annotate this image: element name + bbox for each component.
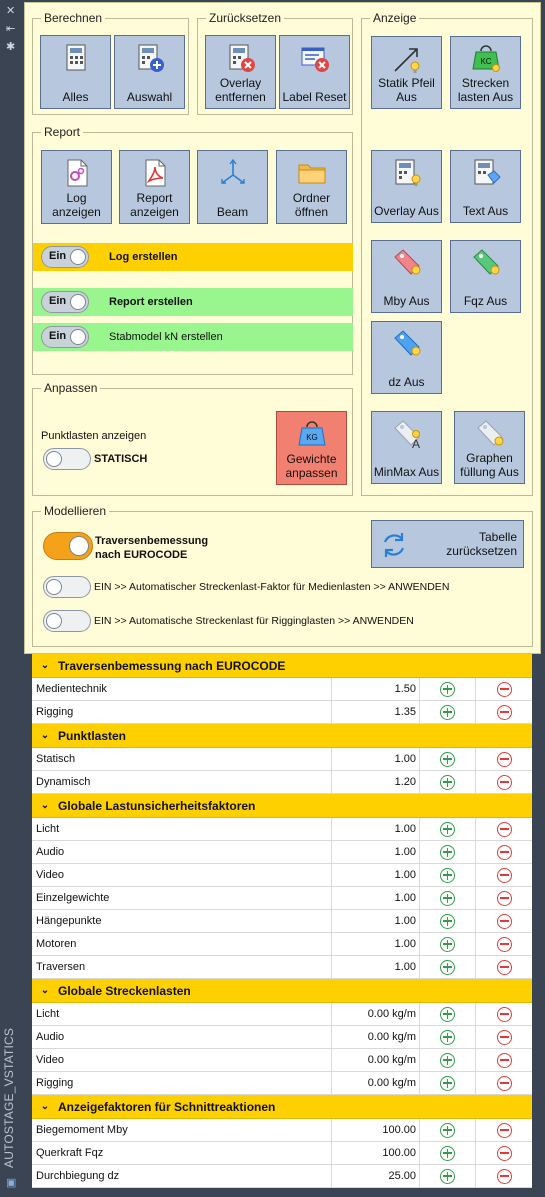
log-file-icon — [61, 157, 93, 189]
toggle-knob — [69, 536, 89, 556]
table-row — [32, 1165, 532, 1188]
increase-button[interactable] — [420, 1165, 476, 1187]
minus-circle-icon — [497, 822, 512, 837]
minus-circle-icon — [497, 845, 512, 860]
group-modellieren — [32, 504, 533, 647]
button-label: Strecken lasten Aus — [457, 76, 514, 104]
group-zuruecksetzen — [197, 11, 353, 115]
group-anpassen — [32, 381, 353, 496]
increase-button[interactable] — [420, 771, 476, 793]
row-name: Dynamisch — [32, 771, 332, 793]
stabmodel-create-toggle[interactable] — [41, 326, 89, 348]
plus-circle-icon — [440, 682, 455, 697]
increase-button[interactable] — [420, 1142, 476, 1164]
weight-kg-icon — [296, 418, 328, 450]
toggle-knob — [70, 294, 86, 310]
button-label: Overlay Aus — [374, 204, 439, 218]
beam-button[interactable] — [197, 150, 268, 224]
row-name: Hängepunkte — [32, 910, 332, 932]
button-label: Tabelle zurücksetzen — [446, 530, 517, 558]
table-row — [32, 933, 532, 956]
row-value[interactable]: 1.00 — [332, 956, 420, 978]
report-create-toggle[interactable] — [41, 291, 89, 313]
row-name: Traversen — [32, 956, 332, 978]
row-name: Audio — [32, 841, 332, 863]
group-title: Berechnen — [41, 11, 105, 25]
plus-circle-icon — [440, 1123, 455, 1138]
punktlasten-mode-label: STATISCH — [94, 453, 148, 465]
calculator-icon — [60, 42, 92, 74]
svg-text:KC: KC — [479, 57, 492, 66]
minus-circle-icon — [497, 1146, 512, 1161]
increase-button[interactable] — [420, 910, 476, 932]
factor-table — [32, 654, 532, 1188]
group-title: Anzeige — [370, 11, 419, 25]
graph-fill-toggle-button[interactable] — [454, 411, 525, 484]
distributed-loads-toggle-button[interactable] — [450, 36, 521, 109]
tag-blue-icon — [391, 328, 423, 360]
tag-minmax-icon — [391, 418, 423, 450]
row-name: Motoren — [32, 933, 332, 955]
toggle-state: Ein — [49, 330, 67, 342]
increase-button[interactable] — [420, 678, 476, 700]
main-panel — [24, 2, 541, 1194]
label-reset-button[interactable] — [279, 35, 350, 109]
increase-button[interactable] — [420, 1049, 476, 1071]
decrease-button[interactable] — [476, 1049, 532, 1071]
close-icon[interactable]: ✕ — [6, 5, 16, 17]
row-name: Querkraft Fqz — [32, 1142, 332, 1164]
plus-circle-icon — [440, 1007, 455, 1022]
button-label: Gewichte anpassen — [285, 452, 338, 480]
chevron-down-icon[interactable]: ⌄ — [40, 800, 50, 811]
increase-button[interactable] — [420, 701, 476, 723]
plus-circle-icon — [440, 845, 455, 860]
weight-icon-text: KG — [305, 433, 318, 442]
punktlasten-label: Punktlasten anzeigen — [41, 430, 147, 442]
table-section-header[interactable] — [32, 1095, 532, 1119]
table-row — [32, 864, 532, 887]
increase-button[interactable] — [420, 956, 476, 978]
table-row — [32, 841, 532, 864]
log-show-button[interactable] — [41, 150, 112, 224]
plus-circle-icon — [440, 1030, 455, 1045]
minus-circle-icon — [497, 705, 512, 720]
rigging-load-label: EIN >> Automatische Streckenlast für Rigginglasten >> ANWENDEN — [94, 615, 414, 627]
row-name: Rigging — [32, 701, 332, 723]
report-show-button[interactable] — [119, 150, 190, 224]
plus-circle-icon — [440, 752, 455, 767]
row-value[interactable]: 1.00 — [332, 933, 420, 955]
log-create-label: Log erstellen — [109, 251, 178, 263]
calculator-plus-icon — [134, 42, 166, 74]
row-value[interactable]: 1.00 — [332, 887, 420, 909]
plus-circle-icon — [440, 1053, 455, 1068]
group-anzeige — [361, 11, 533, 496]
button-label: Report anzeigen — [130, 191, 179, 219]
decrease-button[interactable] — [476, 1165, 532, 1187]
row-name: Einzelgewichte — [32, 887, 332, 909]
table-section-header[interactable] — [32, 794, 532, 818]
minus-circle-icon — [497, 752, 512, 767]
minus-circle-icon — [497, 682, 512, 697]
table-row — [32, 1026, 532, 1049]
row-name: Statisch — [32, 748, 332, 770]
log-create-toggle[interactable] — [41, 246, 89, 268]
refresh-icon — [378, 529, 410, 561]
row-name: Licht — [32, 1003, 332, 1025]
decrease-button[interactable] — [476, 1119, 532, 1141]
static-arrow-toggle-button[interactable] — [371, 36, 442, 109]
row-value[interactable]: 100.00 — [332, 1142, 420, 1164]
button-label: dz Aus — [388, 375, 425, 389]
button-label: Mby Aus — [383, 294, 430, 308]
button-label: Text Aus — [462, 204, 509, 218]
row-name: Biegemoment Mby — [32, 1119, 332, 1141]
minus-circle-icon — [497, 1007, 512, 1022]
group-title: Zurücksetzen — [206, 11, 284, 25]
label-remove-icon — [299, 42, 331, 74]
collapse-icon[interactable]: ⇤ — [6, 23, 16, 35]
decrease-button[interactable] — [476, 818, 532, 840]
minus-circle-icon — [497, 914, 512, 929]
axes-icon — [217, 157, 249, 189]
button-label: Beam — [216, 205, 249, 219]
group-title: Modellieren — [41, 504, 109, 518]
row-name: Durchbiegung dz — [32, 1165, 332, 1187]
table-row — [32, 678, 532, 701]
group-berechnen — [32, 11, 189, 115]
table-row — [32, 748, 532, 771]
plus-circle-icon — [440, 891, 455, 906]
decrease-button[interactable] — [476, 841, 532, 863]
table-row — [32, 887, 532, 910]
section-title: Punktlasten — [58, 728, 127, 743]
decrease-button[interactable] — [476, 1072, 532, 1094]
decrease-button[interactable] — [476, 1142, 532, 1164]
section-title: Anzeigefaktoren für Schnittreaktionen — [58, 1099, 276, 1114]
plus-circle-icon — [440, 960, 455, 975]
table-row — [32, 1049, 532, 1072]
table-row — [32, 701, 532, 724]
calculator-bulb-icon — [391, 157, 423, 189]
button-label: Ordner öffnen — [292, 191, 331, 219]
fqz-toggle-button[interactable] — [450, 240, 521, 313]
section-title: Globale Lastunsicherheitsfaktoren — [58, 798, 256, 813]
table-row — [32, 956, 532, 979]
eurocode-label: Traversenbemessung nach EUROCODE — [95, 535, 209, 561]
row-value[interactable]: 1.20 — [332, 771, 420, 793]
increase-button[interactable] — [420, 1119, 476, 1141]
table-row — [32, 771, 532, 794]
toggle-knob — [70, 329, 86, 345]
chevron-down-icon[interactable]: ⌄ — [40, 730, 50, 741]
decrease-button[interactable] — [476, 771, 532, 793]
media-load-factor-label: EIN >> Automatischer Streckenlast-Faktor für Medienlasten >> ANWENDEN — [94, 581, 450, 593]
decrease-button[interactable] — [476, 748, 532, 770]
log-create-row — [33, 243, 353, 271]
calc-all-button[interactable] — [40, 35, 111, 109]
minus-circle-icon — [497, 1169, 512, 1184]
punktlasten-toggle[interactable] — [43, 448, 91, 470]
folder-icon — [296, 157, 328, 189]
table-row — [32, 818, 532, 841]
toggle-knob — [46, 579, 62, 595]
minus-circle-icon — [497, 960, 512, 975]
section-title: Globale Streckenlasten — [58, 983, 191, 998]
decrease-button[interactable] — [476, 887, 532, 909]
calculator-tag-icon — [470, 157, 502, 189]
toggle-knob — [70, 249, 86, 265]
toggle-state: Ein — [49, 295, 67, 307]
row-value[interactable]: 1.50 — [332, 678, 420, 700]
row-value[interactable]: 1.00 — [332, 748, 420, 770]
media-load-factor-toggle[interactable] — [43, 576, 91, 598]
tag-green-icon — [470, 247, 502, 279]
row-value[interactable]: 1.35 — [332, 701, 420, 723]
increase-button[interactable] — [420, 887, 476, 909]
row-name: Video — [32, 864, 332, 886]
increase-button[interactable] — [420, 1003, 476, 1025]
table-section-header[interactable] — [32, 724, 532, 748]
chevron-down-icon[interactable]: ⌄ — [40, 985, 50, 996]
row-value[interactable]: 100.00 — [332, 1119, 420, 1141]
overlay-toggle-button[interactable] — [371, 150, 442, 223]
button-label: MinMax Aus — [373, 465, 440, 479]
increase-button[interactable] — [420, 818, 476, 840]
row-value[interactable]: 1.00 — [332, 864, 420, 886]
stabmodel-create-label: Stabmodel kN erstellen — [109, 331, 223, 343]
decrease-button[interactable] — [476, 1026, 532, 1048]
weight-kc-icon — [470, 43, 502, 75]
row-name: Medientechnik — [32, 678, 332, 700]
calc-selection-button[interactable] — [114, 35, 185, 109]
tag-red-icon — [391, 247, 423, 279]
section-title: Traversenbemessung nach EUROCODE — [58, 658, 286, 673]
table-row — [32, 1142, 532, 1165]
plus-circle-icon — [440, 1169, 455, 1184]
overlay-remove-button[interactable] — [205, 35, 276, 109]
plus-circle-icon — [440, 775, 455, 790]
minus-circle-icon — [497, 1053, 512, 1068]
decrease-button[interactable] — [476, 1003, 532, 1025]
settings-icon[interactable]: ✱ — [6, 41, 16, 53]
table-section-header[interactable] — [32, 654, 532, 678]
row-name: Audio — [32, 1026, 332, 1048]
chevron-down-icon[interactable]: ⌄ — [40, 660, 50, 671]
minus-circle-icon — [497, 775, 512, 790]
controls-area — [24, 2, 541, 654]
palette-strip — [0, 0, 24, 1197]
arrow-bulb-icon — [391, 43, 423, 75]
row-value[interactable]: 25.00 — [332, 1165, 420, 1187]
decrease-button[interactable] — [476, 678, 532, 700]
toggle-knob — [46, 451, 62, 467]
decrease-button[interactable] — [476, 910, 532, 932]
minmax-toggle-button[interactable] — [371, 411, 442, 484]
minus-circle-icon — [497, 1076, 512, 1091]
increase-button[interactable] — [420, 1026, 476, 1048]
increase-button[interactable] — [420, 1072, 476, 1094]
button-label: Graphen füllung Aus — [460, 451, 519, 479]
button-label: Fqz Aus — [463, 294, 508, 308]
minus-circle-icon — [497, 1123, 512, 1138]
plus-circle-icon — [440, 822, 455, 837]
minus-circle-icon — [497, 891, 512, 906]
increase-button[interactable] — [420, 864, 476, 886]
increase-button[interactable] — [420, 841, 476, 863]
minus-circle-icon — [497, 868, 512, 883]
row-name: Rigging — [32, 1072, 332, 1094]
row-value[interactable]: 1.00 — [332, 818, 420, 840]
text-toggle-button[interactable] — [450, 150, 521, 223]
svg-text:A: A — [411, 437, 420, 450]
row-value[interactable]: 1.00 — [332, 841, 420, 863]
plus-circle-icon — [440, 868, 455, 883]
report-create-row — [33, 288, 353, 316]
decrease-button[interactable] — [476, 864, 532, 886]
row-value[interactable]: 0.00 kg/m — [332, 1049, 420, 1071]
button-label: Statik Pfeil Aus — [378, 76, 435, 104]
plus-circle-icon — [440, 914, 455, 929]
plus-circle-icon — [440, 1076, 455, 1091]
group-title: Report — [41, 125, 83, 139]
table-section-header[interactable] — [32, 979, 532, 1003]
plus-circle-icon — [440, 937, 455, 952]
table-row — [32, 910, 532, 933]
button-label: Alles — [62, 90, 89, 104]
tag-graph-icon — [474, 418, 506, 450]
toggle-state: Ein — [49, 250, 67, 262]
decrease-button[interactable] — [476, 956, 532, 978]
row-name: Video — [32, 1049, 332, 1071]
table-row — [32, 1003, 532, 1026]
row-value[interactable]: 0.00 kg/m — [332, 1003, 420, 1025]
minus-circle-icon — [497, 937, 512, 952]
chevron-down-icon[interactable]: ⌄ — [40, 1101, 50, 1112]
toggle-knob — [46, 613, 62, 629]
eurocode-toggle[interactable] — [43, 532, 93, 560]
table-row — [32, 1119, 532, 1142]
calculator-remove-icon — [225, 42, 257, 74]
button-label: Label Reset — [282, 90, 347, 104]
decrease-button[interactable] — [476, 933, 532, 955]
button-label: Log anzeigen — [52, 191, 101, 219]
minus-circle-icon — [497, 1030, 512, 1045]
report-create-label: Report erstellen — [109, 296, 193, 308]
group-title: Anpassen — [41, 381, 100, 395]
decrease-button[interactable] — [476, 701, 532, 723]
app-icon: ▣ — [6, 1177, 17, 1189]
table-reset-button[interactable] — [371, 520, 524, 568]
table-row — [32, 1072, 532, 1095]
pdf-file-icon — [139, 157, 171, 189]
button-label: Overlay entfernen — [215, 76, 266, 104]
row-value[interactable]: 0.00 kg/m — [332, 1026, 420, 1048]
open-folder-button[interactable] — [276, 150, 347, 224]
row-value[interactable]: 0.00 kg/m — [332, 1072, 420, 1094]
stabmodel-create-row — [33, 323, 353, 351]
adjust-weights-button[interactable] — [276, 411, 347, 485]
rigging-load-toggle[interactable] — [43, 610, 91, 632]
button-label: Auswahl — [126, 90, 173, 104]
palette-title: AUTOSTAGE_VSTATICS — [2, 1027, 16, 1168]
dz-toggle-button[interactable] — [371, 321, 442, 394]
mby-toggle-button[interactable] — [371, 240, 442, 313]
increase-button[interactable] — [420, 933, 476, 955]
plus-circle-icon — [440, 705, 455, 720]
row-value[interactable]: 1.00 — [332, 910, 420, 932]
plus-circle-icon — [440, 1146, 455, 1161]
increase-button[interactable] — [420, 748, 476, 770]
row-name: Licht — [32, 818, 332, 840]
